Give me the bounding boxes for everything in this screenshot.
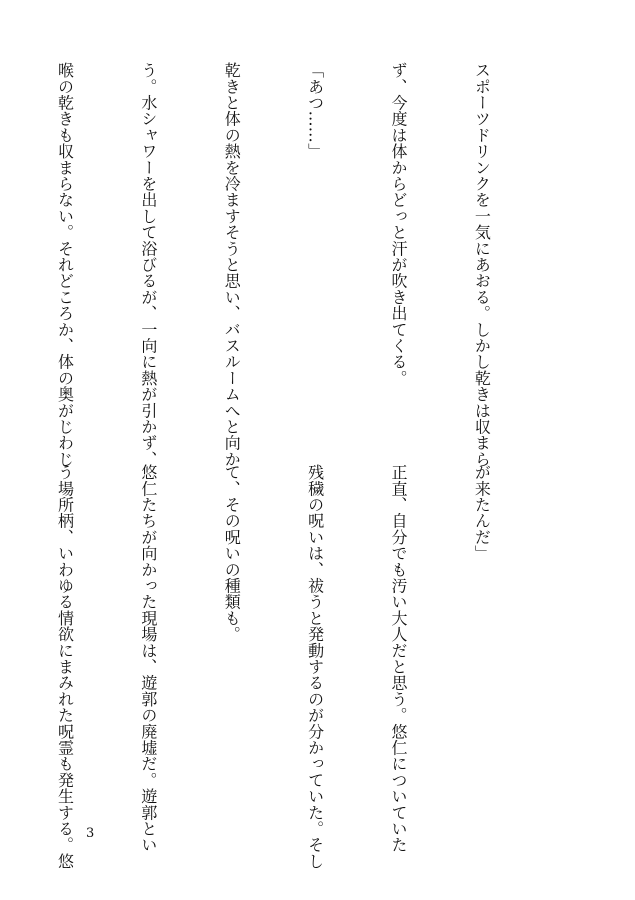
- text-column: 喉の乾きも収まらない。それどころか、体の奥がじわじ: [55, 62, 75, 467]
- page-number: 3: [86, 826, 95, 841]
- text-column: 残穢の呪いは、祓うと発動するのが分かっていた。そし: [305, 464, 325, 869]
- text-column: 「あつ……」: [305, 62, 325, 160]
- text-column: 正直、自分でも汚い大人だと思う。悠仁についていた: [389, 464, 409, 853]
- text-column: スポーツドリンクを一気にあおる。しかし乾きは収まら: [472, 62, 492, 467]
- text-column: が来たんだ」: [472, 464, 492, 562]
- text-column: ず、今度は体からどっと汗が吹き出てくる。: [389, 62, 409, 386]
- text-block-bottom: [55, 464, 551, 869]
- text-block-top: [55, 62, 551, 467]
- text-column: て、その呪いの種類も。: [222, 464, 242, 643]
- text-column: 悠仁たちが向かった現場は、遊郭の廃墟だ。遊郭とい: [138, 464, 158, 853]
- text-column: う場所柄、いわゆる情欲にまみれた呪霊も発生する。悠: [55, 464, 75, 869]
- text-column: 乾きと体の熱を冷ますそうと思い、バスルームへと向か: [222, 62, 242, 467]
- text-column: う。水シャワーを出して浴びるが、一向に熱が引かず、: [138, 62, 158, 467]
